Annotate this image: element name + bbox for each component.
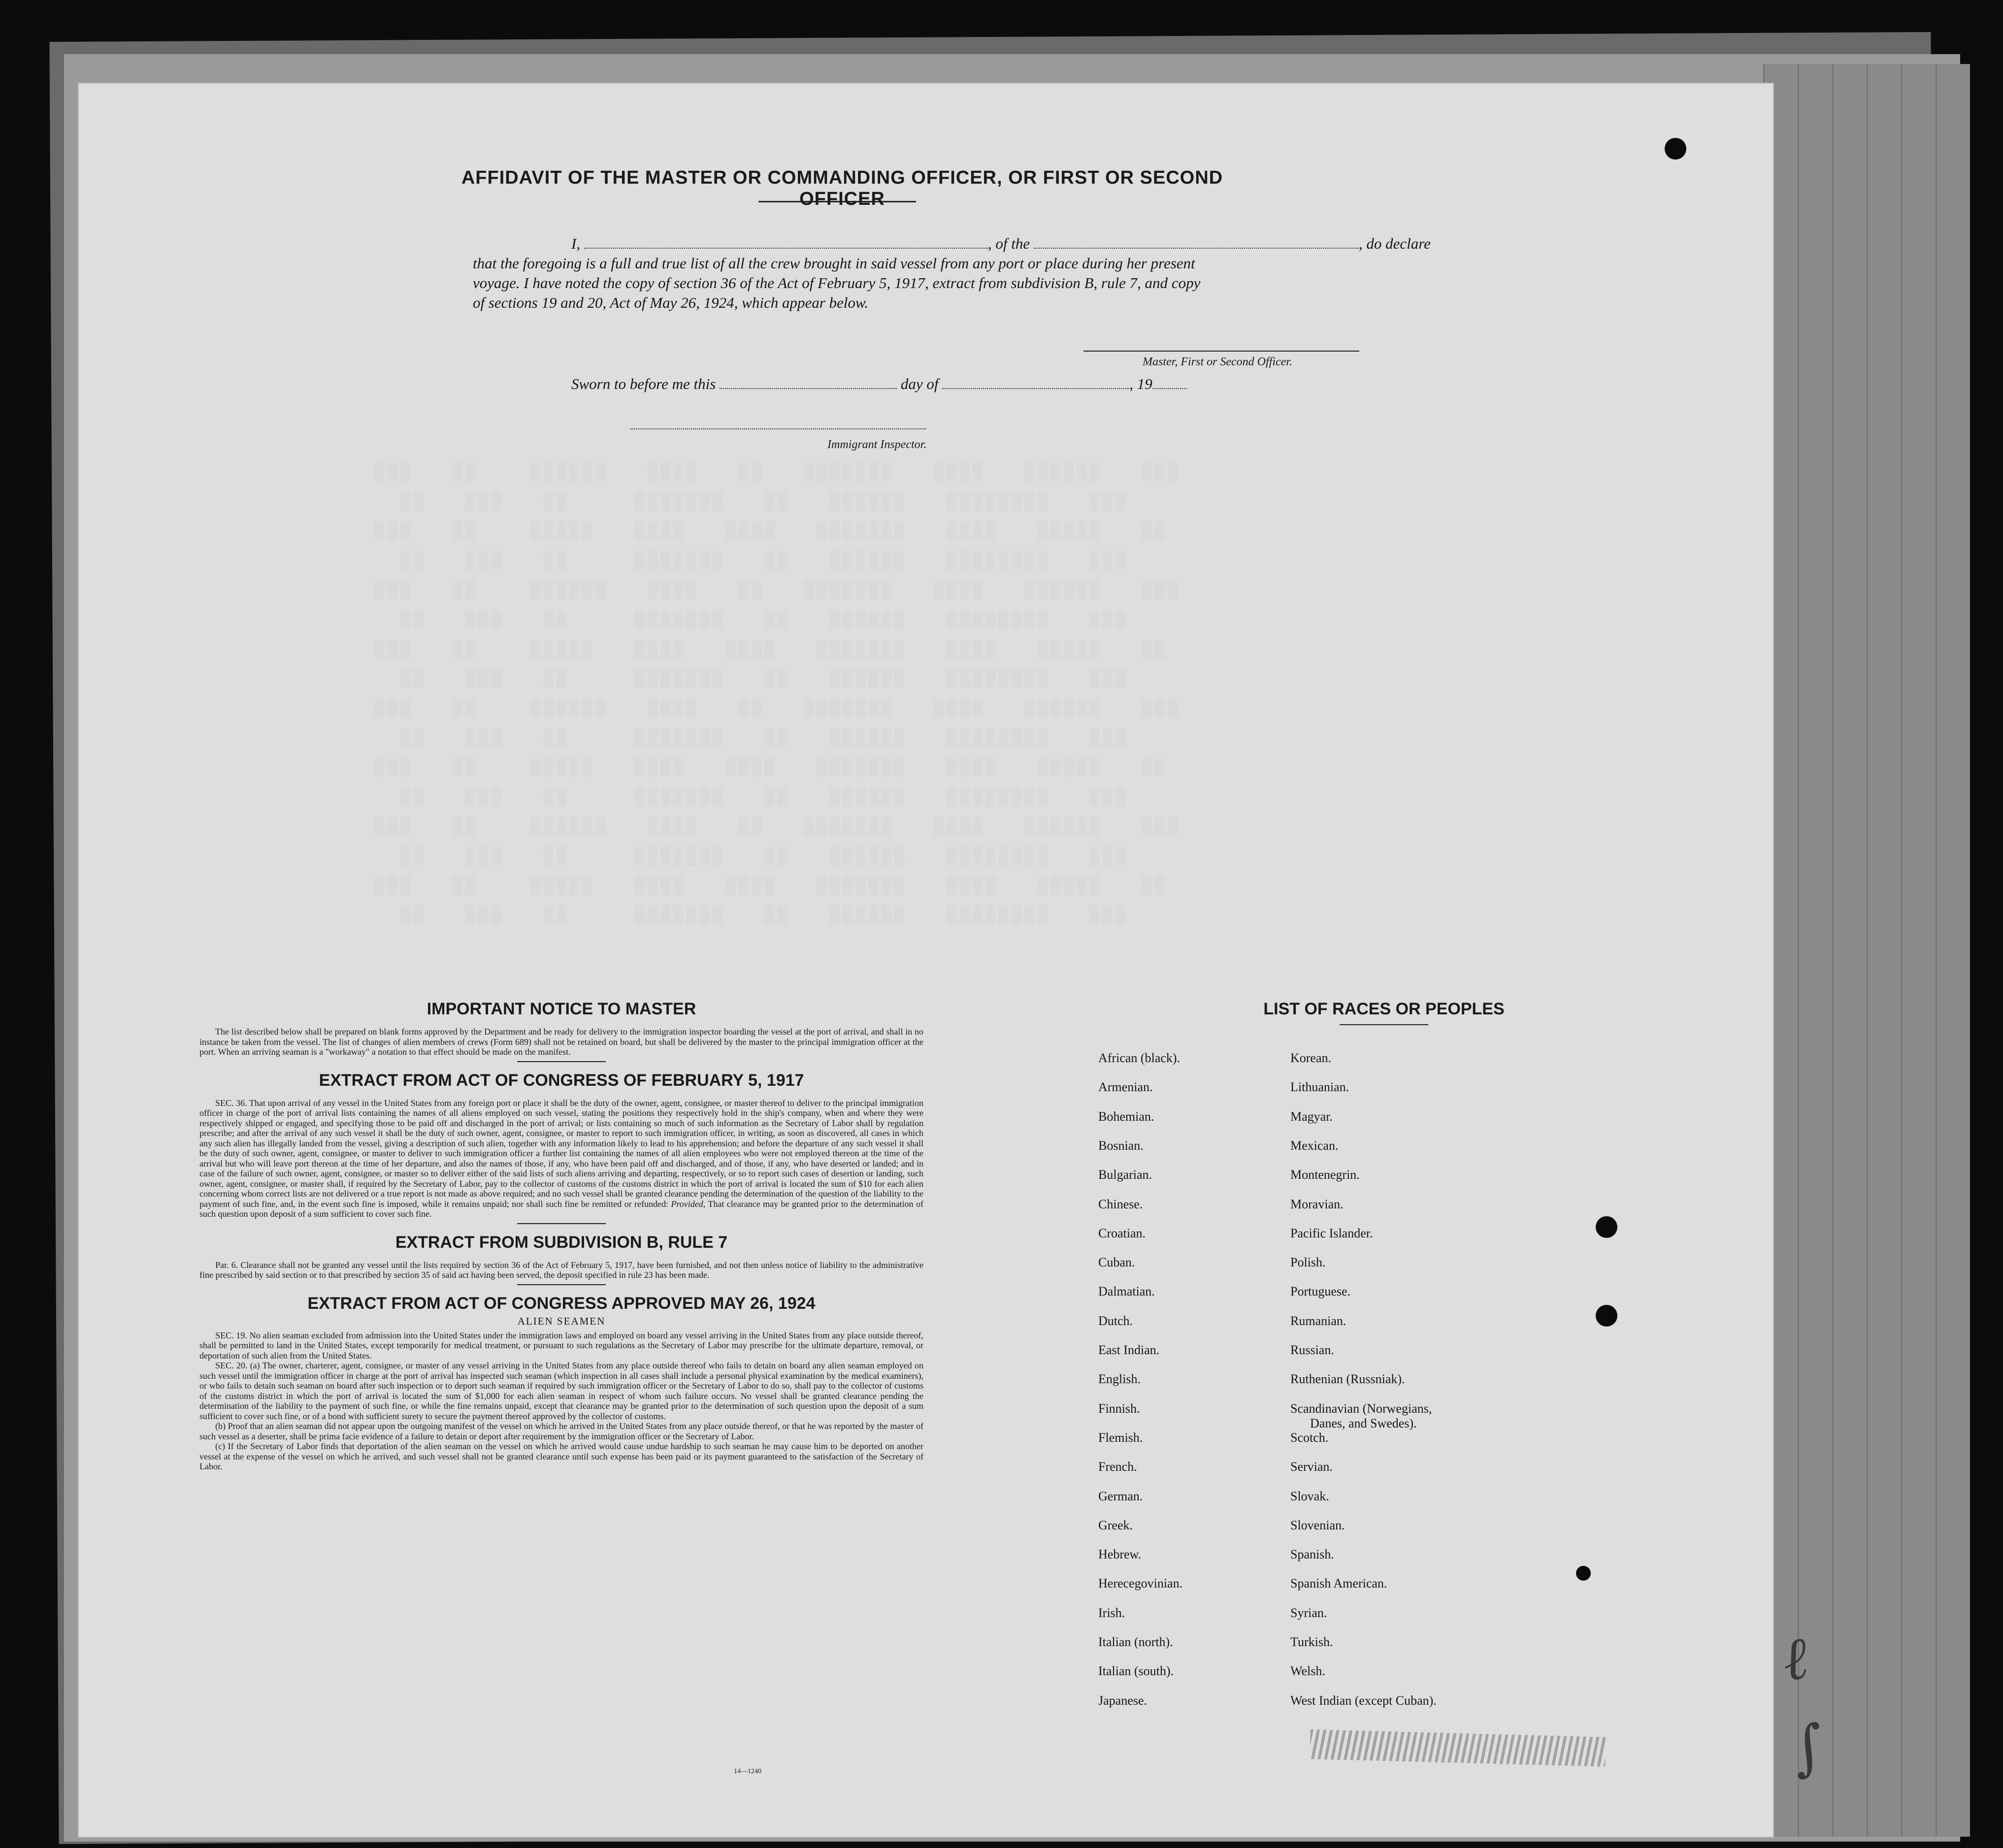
notice-paragraph: The list described below shall be prepared on blank forms approved by the Department and be ready for delivery to the immigration inspector boarding the vessel at the port of arrival, and shall in no instance be taken from the vessel. The list of changes of alien members of crews (Form 689) shall not be retained on board, but shall be delivered by the master to the principal immigration officer at the port. When an arriving seaman is a "workaway" a notation to that effect should be made on the manifest.: [199, 1027, 923, 1057]
race-entry: Korean.: [1290, 1051, 1332, 1065]
month-blank: [942, 388, 1129, 389]
race-entry: Scandinavian (Norwegians,: [1290, 1401, 1432, 1416]
handwriting-mark: ℓ: [1778, 1623, 1812, 1695]
punch-hole: [1665, 138, 1686, 160]
race-entry: Irish.: [1098, 1605, 1125, 1620]
race-entry: English.: [1098, 1372, 1141, 1387]
race-entry: African (black).: [1098, 1051, 1181, 1065]
race-entry: Hebrew.: [1098, 1547, 1142, 1562]
race-entry: Italian (north).: [1098, 1635, 1173, 1649]
section-20c-paragraph: (c) If the Secretary of Labor finds that deportation of the alien seaman on the vessel on which he arrived would cause undue hardship to such seaman he may cause him to be deported on another vessel at the expense of the vessel on which he arrived, and such vessel shall not be granted clearance until such expense has been paid or its payment guaranteed to the satisfaction of the Secretary of Labor.: [199, 1441, 923, 1471]
section-rule: [517, 1284, 606, 1285]
notice-title: IMPORTANT NOTICE TO MASTER: [427, 1000, 696, 1018]
extract-1924-title: EXTRACT FROM ACT OF CONGRESS APPROVED MAY 26, 1924: [307, 1294, 816, 1313]
year-text: , 19: [1129, 375, 1152, 392]
race-entry: Flemish.: [1098, 1430, 1143, 1445]
race-entry: Turkish.: [1290, 1635, 1333, 1649]
section-19-paragraph: SEC. 19. No alien seaman excluded from admission into the United States under the immigration laws and employed on board any vessel arriving in the United States from any place outside thereof, shall be permitted to land in the United States, except temporarily for medical treatment, or pursuant to such regulations as the Secretary of Labor may prescribe for the ultimate departure, removal, or deportation of such alien from the United States.: [199, 1330, 923, 1361]
race-entry: Cuban.: [1098, 1255, 1135, 1270]
sworn-text: Sworn to before me this: [571, 375, 716, 392]
race-entry: Chinese.: [1098, 1197, 1143, 1211]
rule-7-body: [199, 1260, 923, 1280]
race-entry: Ruthenian (Russniak).: [1290, 1372, 1405, 1387]
race-entry: Armenian.: [1098, 1080, 1153, 1095]
section-rule: [517, 1223, 606, 1224]
section-20a-paragraph: SEC. 20. (a) The owner, charterer, agent, consignee, or master of any vessel arriving in the United States from any place outside thereof who fails to detain on board any alien seaman employed on such vessel until the immigration officer in charge at the port of arrival has inspected such seaman (which inspection in all cases shall include a personal physical examination by the medical examiners), or who fails to detain such seaman on board after such inspection or to deport such seaman if required by such immigration officer or the Secretary of Labor to do so, shall pay to the collector of customs of the customs district in which the port of arrival is located the sum of $1,000 for each alien seaman in respect of whom such failure occurs. No vessel shall be granted clearance pending the determination of the liability to the payment of such fine, or while the fine remains unpaid, except that clearance may be granted prior to the determination of such question upon the deposit of a sum sufficient to cover such fine, or of a bond with sufficient surety to secure the payment thereof approved by the collector of customs.: [199, 1361, 923, 1421]
day-of-text: day of: [900, 375, 939, 392]
race-entry: Portuguese.: [1290, 1284, 1351, 1299]
section-rule: [517, 1061, 606, 1062]
title-rule: [758, 201, 916, 202]
section-36-text: SEC. 36. That upon arrival of any vessel in the United States from any foreign port or place it shall be the duty of the owner, agent, consignee, or master thereof to deliver to the principal immigration officer in charge of the port of arrival lists containing the names of all aliens employed on such vessel, stating the positions they respectively hold in the ship's company, when and where they were respectively shipped or engaged, and specifying those to be paid off and discharged in the port of arrival; or lists containing so much of such information as the Secretary of Labor shall by regulation prescribe; and after the arrival of any such vessel it shall be the duty of such owner, agent, consignee, or master to report to such immigration officer, in writing, as soon as discovered, all cases in which any such alien has illegally landed from the vessel, giving a description of such alien, together with any information likely to lead to his apprehension; and before the departure of any such vessel it shall be the duty of such owner, agent, consignee, or master to deliver to such immigration officer a further list containing the names of all alien employees who were not employed thereon at the time of the arrival but who will leave port thereon at the time of her departure, and also the names of those, if any, who have been paid off and discharged, and of those, if any, who have deserted or landed; and in case of the failure of such owner, agent, consignee, or master so to deliver either of the said lists of such aliens arriving and departing, respectively, or so to report such cases of desertion or landing, such owner, agent, consignee, or master shall, if required by the Secretary of Labor, pay to the collector of customs of the customs district in which the port of arrival is located the sum of $10 for each alien concerning whom correct lists are not delivered or a true report is not made as above required; and no such vessel shall be granted clearance pending the determination of the question of the liability to the payment of such fine, and, in the event such fine is imposed, while it remains unpaid; nor shall such fine be remitted or refunded:: [199, 1098, 923, 1209]
affidavit-i: I,: [571, 235, 581, 252]
race-entry: Rumanian.: [1290, 1313, 1346, 1328]
rule-7-paragraph: Par. 6. Clearance shall not be granted any vessel until the lists required by section 36 of the Act of February 5, 1917, have been furnished, and not then unless notice of liability to the administrative fine prescribed by said section or to that prescribed by section 35 of said act having been served, the deposit specified in rule 23 has been made.: [199, 1260, 923, 1280]
extract-1917-title: EXTRACT FROM ACT OF CONGRESS OF FEBRUARY 5, 1917: [319, 1070, 804, 1090]
section-36-paragraph: [199, 1098, 923, 1219]
inspector-label: Immigrant Inspector.: [827, 438, 927, 451]
punch-hole: [1596, 1216, 1617, 1238]
race-entry: Herecegovinian.: [1098, 1576, 1183, 1591]
race-entry: Scotch.: [1290, 1430, 1329, 1445]
race-entry: Italian (south).: [1098, 1664, 1174, 1679]
affidavit-declare: , do declare: [1358, 235, 1431, 252]
race-entry: Montenegrin.: [1290, 1167, 1360, 1182]
extract-1917-body: [199, 1098, 923, 1219]
race-entry: Danes, and Swedes).: [1310, 1416, 1417, 1430]
race-entry: Pacific Islander.: [1290, 1226, 1373, 1240]
race-entry: Syrian.: [1290, 1605, 1327, 1620]
race-entry: Dutch.: [1098, 1313, 1133, 1328]
form-number: 14—1240: [734, 1768, 761, 1775]
inspector-signature-line: [630, 428, 926, 429]
race-entry: Japanese.: [1098, 1693, 1147, 1708]
race-entry: Bulgarian.: [1098, 1167, 1152, 1182]
document-page: [79, 84, 1773, 1837]
name-blank: [584, 247, 988, 249]
race-entry: Spanish.: [1290, 1547, 1334, 1562]
day-blank: [720, 388, 897, 389]
race-entry: Greek.: [1098, 1518, 1133, 1532]
legal-extracts-column: [199, 1000, 923, 1472]
race-entry: Slovak.: [1290, 1489, 1329, 1503]
race-entry: East Indian.: [1098, 1343, 1160, 1357]
race-entry: Welsh.: [1290, 1664, 1325, 1679]
underlying-manifest-strip: [1763, 64, 1970, 1837]
race-entry: Polish.: [1290, 1255, 1326, 1270]
affidavit-line-4: of sections 19 and 20, Act of May 26, 1924, which appear below.: [473, 294, 869, 311]
race-entry: Magyar.: [1290, 1109, 1333, 1124]
punch-hole: [1596, 1305, 1617, 1327]
bleed-through-text: ▒▒▒ ▒▒ ▒▒▒▒▒▒ ▒▒▒▒ ▒▒ ▒▒▒▒▒▒▒ ▒▒▒▒ ▒▒▒▒▒▒ ▒▒▒ ▒▒ ▒▒▒ ▒▒ ▒▒▒▒▒▒▒ ▒▒ ▒▒▒▒▒▒ ▒▒▒▒▒▒▒▒ ▒▒▒ ▒▒▒ ▒▒ ▒▒▒▒▒ ▒▒▒▒ ▒▒▒▒ ▒▒▒▒▒▒▒ ▒▒▒▒ ▒▒▒▒▒ ▒▒ ▒▒ ▒▒▒ ▒▒ ▒▒▒▒▒▒▒ ▒▒ ▒▒▒▒▒▒ ▒▒▒▒▒▒▒▒ ▒▒▒ ▒▒▒ ▒▒ ▒▒▒▒▒▒ ▒▒▒▒ ▒▒ ▒▒▒▒▒▒▒ ▒▒▒▒ ▒▒▒▒▒▒ ▒▒▒ ▒▒ ▒▒▒ ▒▒ ▒▒▒▒▒▒▒ ▒▒ ▒▒▒▒▒▒ ▒▒▒▒▒▒▒▒ ▒▒▒ ▒▒▒ ▒▒ ▒▒▒▒▒ ▒▒▒▒ ▒▒▒▒ ▒▒▒▒▒▒▒ ▒▒▒▒ ▒▒▒▒▒ ▒▒ ▒▒ ▒▒▒ ▒▒ ▒▒▒▒▒▒▒ ▒▒ ▒▒▒▒▒▒ ▒▒▒▒▒▒▒▒ ▒▒▒ ▒▒▒ ▒▒ ▒▒▒▒▒▒ ▒▒▒▒ ▒▒ ▒▒▒▒▒▒▒ ▒▒▒▒ ▒▒▒▒▒▒ ▒▒▒ ▒▒ ▒▒▒ ▒▒ ▒▒▒▒▒▒▒ ▒▒ ▒▒▒▒▒▒ ▒▒▒▒▒▒▒▒ ▒▒▒ ▒▒▒ ▒▒ ▒▒▒▒▒ ▒▒▒▒ ▒▒▒▒ ▒▒▒▒▒▒▒ ▒▒▒▒ ▒▒▒▒▒ ▒▒ ▒▒ ▒▒▒ ▒▒ ▒▒▒▒▒▒▒ ▒▒ ▒▒▒▒▒▒ ▒▒▒▒▒▒▒▒ ▒▒▒ ▒▒▒ ▒▒ ▒▒▒▒▒▒ ▒▒▒▒ ▒▒ ▒▒▒▒▒▒▒ ▒▒▒▒ ▒▒▒▒▒▒ ▒▒▒ ▒▒ ▒▒▒ ▒▒ ▒▒▒▒▒▒▒ ▒▒ ▒▒▒▒▒▒ ▒▒▒▒▒▒▒▒ ▒▒▒ ▒▒▒ ▒▒ ▒▒▒▒▒ ▒▒▒▒ ▒▒▒▒ ▒▒▒▒▒▒▒ ▒▒▒▒ ▒▒▒▒▒ ▒▒ ▒▒ ▒▒▒ ▒▒ ▒▒▒▒▒▒▒ ▒▒ ▒▒▒▒▒▒ ▒▒▒▒▒▒▒▒ ▒▒▒: [374, 463, 1181, 925]
handwriting-mark: ∫: [1788, 1712, 1828, 1784]
sworn-line: [571, 374, 1187, 394]
race-entry: Mexican.: [1290, 1138, 1339, 1153]
race-entry: Croatian.: [1098, 1226, 1146, 1240]
race-entry: French.: [1098, 1459, 1137, 1474]
race-entry: Bosnian.: [1098, 1138, 1144, 1153]
master-signature-line: [1084, 351, 1359, 352]
affidavit-line-1: [473, 234, 1487, 254]
race-entry: Spanish American.: [1290, 1576, 1387, 1591]
vessel-blank: [1034, 247, 1359, 249]
race-entry: Moravian.: [1290, 1197, 1344, 1211]
race-entry: Dalmatian.: [1098, 1284, 1155, 1299]
rule-7-title: EXTRACT FROM SUBDIVISION B, RULE 7: [395, 1232, 728, 1252]
race-entry: Russian.: [1290, 1343, 1334, 1357]
punch-hole: [1576, 1566, 1591, 1581]
master-label: Master, First or Second Officer.: [1143, 356, 1292, 368]
race-entry: Slovenian.: [1290, 1518, 1345, 1532]
affidavit-line-2: that the foregoing is a full and true list of all the crew brought in said vessel from any port or place during her present: [473, 255, 1195, 272]
affidavit-line-3: voyage. I have noted the copy of section 36 of the Act of February 5, 1917, extract from subdivision B, rule 7, and copy: [473, 274, 1201, 292]
notice-body: [199, 1027, 923, 1057]
year-blank: [1152, 388, 1187, 389]
races-title-rule: [1340, 1024, 1428, 1025]
race-entry: Bohemian.: [1098, 1109, 1154, 1124]
ink-stamp: [1310, 1729, 1606, 1767]
race-entry: West Indian (except Cuban).: [1290, 1693, 1437, 1708]
race-entry: German.: [1098, 1489, 1143, 1503]
affidavit-of-the: , of the: [987, 235, 1030, 252]
section-20b-paragraph: (b) Proof that an alien seaman did not appear upon the outgoing manifest of the vessel on which he arrived in the United States from any place outside thereof, or that he was reported by the master of such vessel as a deserter, shall be prima facie evidence of a failure to detain or deport after requirement by the immigration officer or the Secretary of Labor.: [199, 1421, 923, 1441]
race-entry: Lithuanian.: [1290, 1080, 1349, 1095]
alien-seamen-subtitle: ALIEN SEAMEN: [517, 1315, 606, 1327]
race-entry: Servian.: [1290, 1459, 1333, 1474]
race-entry: Finnish.: [1098, 1401, 1140, 1416]
races-title: LIST OF RACES OR PEOPLES: [1263, 1000, 1505, 1018]
extract-1924-body: [199, 1330, 923, 1472]
section-36-end: That clearance may be granted prior to the determination of such question upon deposit of a sum sufficient to cover such fine.: [199, 1199, 923, 1219]
provided-word: Provided,: [671, 1199, 706, 1209]
affidavit-title: AFFIDAVIT OF THE MASTER OR COMMANDING OFFICER, OR FIRST OR SECOND OFFICER: [461, 167, 1223, 209]
